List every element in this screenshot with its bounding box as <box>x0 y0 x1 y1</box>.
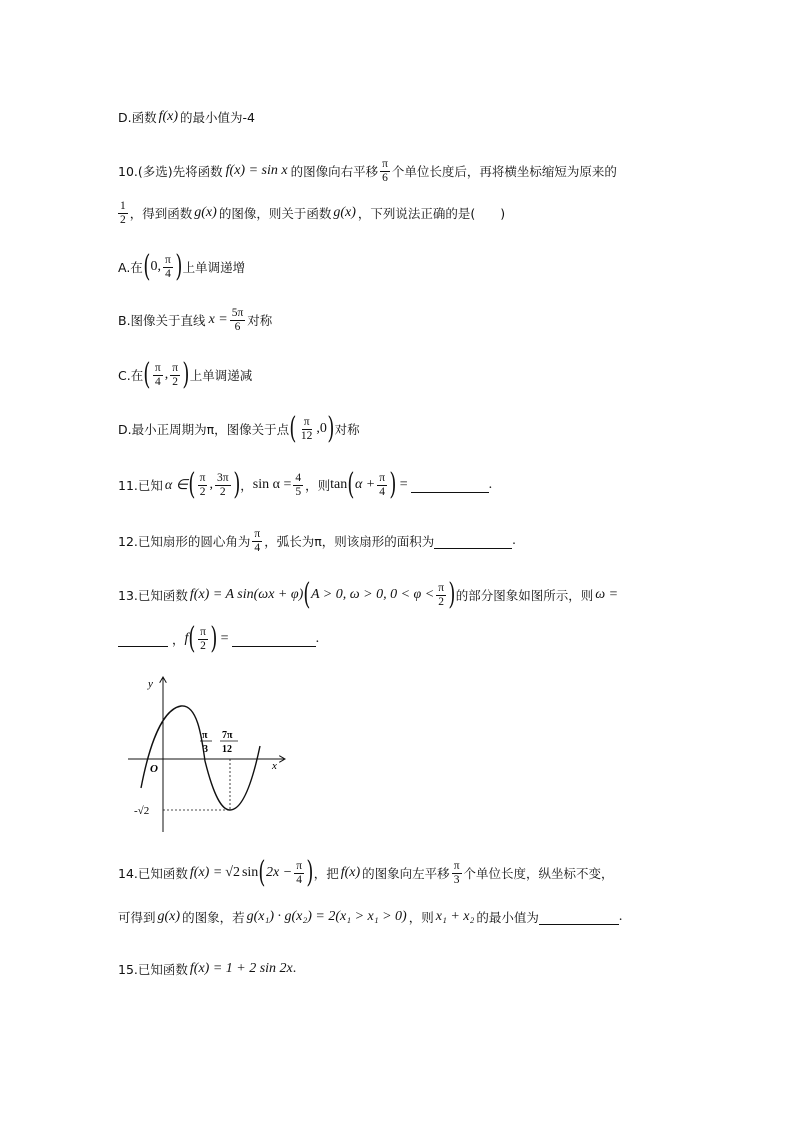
q14-text1: ，把 <box>313 866 339 881</box>
paren-close: ) <box>448 577 456 612</box>
q14-phase-fraction: $\frac{\pi}{4}$ <box>296 859 302 886</box>
q10-shift-fraction: $\frac{\pi}{6}$ <box>382 158 388 184</box>
q10-option-b-label: B.图像关于直线 <box>118 313 206 329</box>
q11-answer-blank[interactable] <box>411 478 489 493</box>
q10-option-b-equation: x = <box>208 312 228 328</box>
q11-tan-inner: α + <box>354 477 376 492</box>
q10-option-a-fraction: $\frac{\pi}{4}$ <box>165 253 171 280</box>
q10-option-a-label: A.在 <box>118 260 143 275</box>
q14-inner: 2x − <box>266 865 293 880</box>
q12-period: . <box>512 533 516 549</box>
q14-text5: 的图象，若 <box>182 910 245 925</box>
q10-option-d-fraction: $\frac{\pi}{12}$ <box>300 415 313 442</box>
q14-sin: sin <box>241 865 259 880</box>
q10-lead: 10.(多选)先将函数 <box>118 164 223 180</box>
q13-separator: ， <box>172 632 185 647</box>
q10-text1: 的图像向右平移 <box>290 164 379 180</box>
q13-stem-line1 <box>118 577 619 612</box>
q14-period: . <box>618 909 623 924</box>
paren-open: ( <box>188 621 196 656</box>
q11-fraction-2: $\frac{3\pi}{2}$ <box>216 471 229 498</box>
q10-option-c-fraction-2: $\frac{\pi}{2}$ <box>172 361 179 388</box>
q11-comma: ， <box>240 478 253 493</box>
q14-fx: f(x) <box>340 865 361 880</box>
q14-stem-line2 <box>118 908 622 926</box>
q11-period: . <box>488 477 493 492</box>
q10-option-a-text: 上单调递增 <box>182 260 246 275</box>
q13-sine-graph <box>124 672 294 840</box>
y-axis-label: y <box>148 678 153 690</box>
q10-option-b-fraction: $\frac{5\pi}{6}$ <box>231 307 244 333</box>
q11-alpha-in: α ∈ <box>164 477 188 493</box>
q13-lead: 13.已知函数 <box>118 588 188 603</box>
paren-close: ) <box>327 411 335 446</box>
q14-amplitude: √2 <box>225 865 240 880</box>
paren-close: ) <box>182 357 190 392</box>
q15-period: . <box>292 961 297 976</box>
sine-curve <box>141 706 260 810</box>
q11-equals: = <box>399 477 408 492</box>
q10-text4: 的图像，则关于函数 <box>218 206 332 222</box>
q11-sin-fraction: $\frac{4}{5}$ <box>295 471 302 498</box>
q10-option-d-point-tail: ,0 <box>316 421 327 436</box>
q10-text2: 个单位长度后，再将横坐标缩短为原来的 <box>391 164 617 180</box>
tick-7pi-12-num: 7π <box>222 730 233 741</box>
q10-stem-line1 <box>118 158 617 184</box>
q10-g-function-2: g(x) <box>333 205 356 221</box>
comma: , <box>164 367 169 382</box>
q10-half-fraction: $\frac{1}{2}$ <box>120 200 126 226</box>
paren-close: ) <box>306 855 314 890</box>
q10-option-b <box>118 307 272 333</box>
paren-open: ( <box>289 411 297 446</box>
q12-angle-fraction: $\frac{\pi}{4}$ <box>254 528 261 554</box>
paren-open: ( <box>303 577 311 612</box>
q10-g-function: g(x) <box>194 205 217 221</box>
q13-function: f(x) = A sin(ωx + φ) <box>189 587 304 602</box>
q11-tan: tan <box>330 477 348 492</box>
q13-period: . <box>315 631 320 646</box>
q10-option-b-text: 对称 <box>247 313 273 329</box>
q11-fraction-1: $\frac{\pi}{2}$ <box>199 471 206 498</box>
q14-text3: 个单位长度，纵坐标不变， <box>463 866 614 881</box>
q11-tan-fraction: $\frac{\pi}{4}$ <box>379 471 386 498</box>
q9-option-d-function: f(x) <box>158 109 179 124</box>
paren-open: ( <box>143 249 151 284</box>
paren-open: ( <box>143 357 151 392</box>
paren-close: ) <box>175 249 183 284</box>
tick-pi-3-den: 3 <box>203 744 208 755</box>
q14-lead: 14.已知函数 <box>118 866 188 881</box>
q13-omega-eq: ω = <box>595 587 619 602</box>
q12-answer-blank[interactable] <box>434 534 512 549</box>
q10-option-c-fraction-1: $\frac{\pi}{4}$ <box>154 361 161 388</box>
q15-stem <box>118 960 296 978</box>
q14-text7: 的最小值为 <box>476 910 539 925</box>
q13-cond-fraction: $\frac{\pi}{2}$ <box>438 581 445 608</box>
q9-option-d <box>118 108 255 126</box>
q14-stem-line1 <box>118 855 614 890</box>
q10-function: f(x) = sin x <box>225 163 288 179</box>
q13-text: 的部分图象如图所示，则 <box>455 588 594 603</box>
q14-text4: 可得到 <box>118 910 156 925</box>
q14-gx: g(x) <box>157 909 181 924</box>
paren-open: ( <box>347 467 355 502</box>
min-value-label: -√2 <box>134 805 150 817</box>
q11-text: ，则 <box>305 478 331 493</box>
origin-label: O <box>150 763 158 775</box>
q14-text2: 的图象向左平移 <box>362 866 450 881</box>
paren-open: ( <box>258 855 266 890</box>
x-axis-label: x <box>272 760 277 772</box>
q14-shift-fraction: $\frac{\pi}{3}$ <box>453 859 460 886</box>
q15-lead: 15.已知函数 <box>118 962 188 977</box>
q10-option-d-label: D.最小正周期为π，图像关于点 <box>118 422 290 437</box>
q9-option-d-text: 的最小值为-4 <box>180 110 256 125</box>
q10-stem-line2 <box>118 200 505 226</box>
paren-close: ) <box>210 621 218 656</box>
tick-7pi-12-den: 12 <box>222 744 232 755</box>
q15-function: f(x) = 1 + 2 sin 2x <box>189 961 293 976</box>
q10-option-a <box>118 249 246 284</box>
q13-f: f <box>184 631 189 646</box>
q14-f-eq: f(x) = <box>189 865 223 880</box>
q11-lead: 11.已知 <box>118 478 163 493</box>
q14-sum: x₁ + x₂ <box>435 909 475 924</box>
q11-sin-eq: sin α = <box>252 477 292 492</box>
q14-answer-blank[interactable] <box>539 910 619 925</box>
q10-text3: ，得到函数 <box>129 206 193 222</box>
q10-option-c <box>118 357 253 392</box>
q10-text5: ，下列说法正确的是( ) <box>357 206 506 222</box>
q10-option-d <box>118 411 360 446</box>
q14-text6: ，则 <box>408 910 434 925</box>
q12-text: ，弧长为π，则该扇形的面积为 <box>264 534 435 550</box>
q9-option-d-label: D.函数 <box>118 110 157 125</box>
q11-stem: 11.已知 α ∈ ( $\frac{\pi}{2}$ , $\frac{3\pi}{2}$ ) ， sin α = $\frac{4}{5}$ ，则 tan ( α + $\frac{\pi}{4}$ ) = . <box>118 467 493 502</box>
paren-close: ) <box>232 467 240 502</box>
tick-pi-3-num: π <box>202 730 208 741</box>
q10-option-c-text: 上单调递减 <box>189 368 253 383</box>
q13-stem-line2 <box>118 621 320 656</box>
q13-omega-blank[interactable] <box>118 632 168 647</box>
q10-option-a-interval-left: 0, <box>150 259 162 274</box>
q13-f-blank[interactable] <box>232 632 316 647</box>
paren-open: ( <box>188 467 196 502</box>
q13-equals: = <box>220 631 229 646</box>
q13-conditions: A > 0, ω > 0, 0 < φ < <box>310 587 435 602</box>
q10-option-c-label: C.在 <box>118 368 144 383</box>
q12-stem <box>118 528 516 554</box>
paren-close: ) <box>389 467 397 502</box>
q12-lead: 12.已知扇形的圆心角为 <box>118 534 251 550</box>
q14-condition: g(x₁) · g(x₂) = 2(x₁ > x₁ > 0) <box>246 909 407 924</box>
q13-f-fraction: $\frac{\pi}{2}$ <box>200 625 206 652</box>
q10-option-d-text: 对称 <box>334 422 360 437</box>
